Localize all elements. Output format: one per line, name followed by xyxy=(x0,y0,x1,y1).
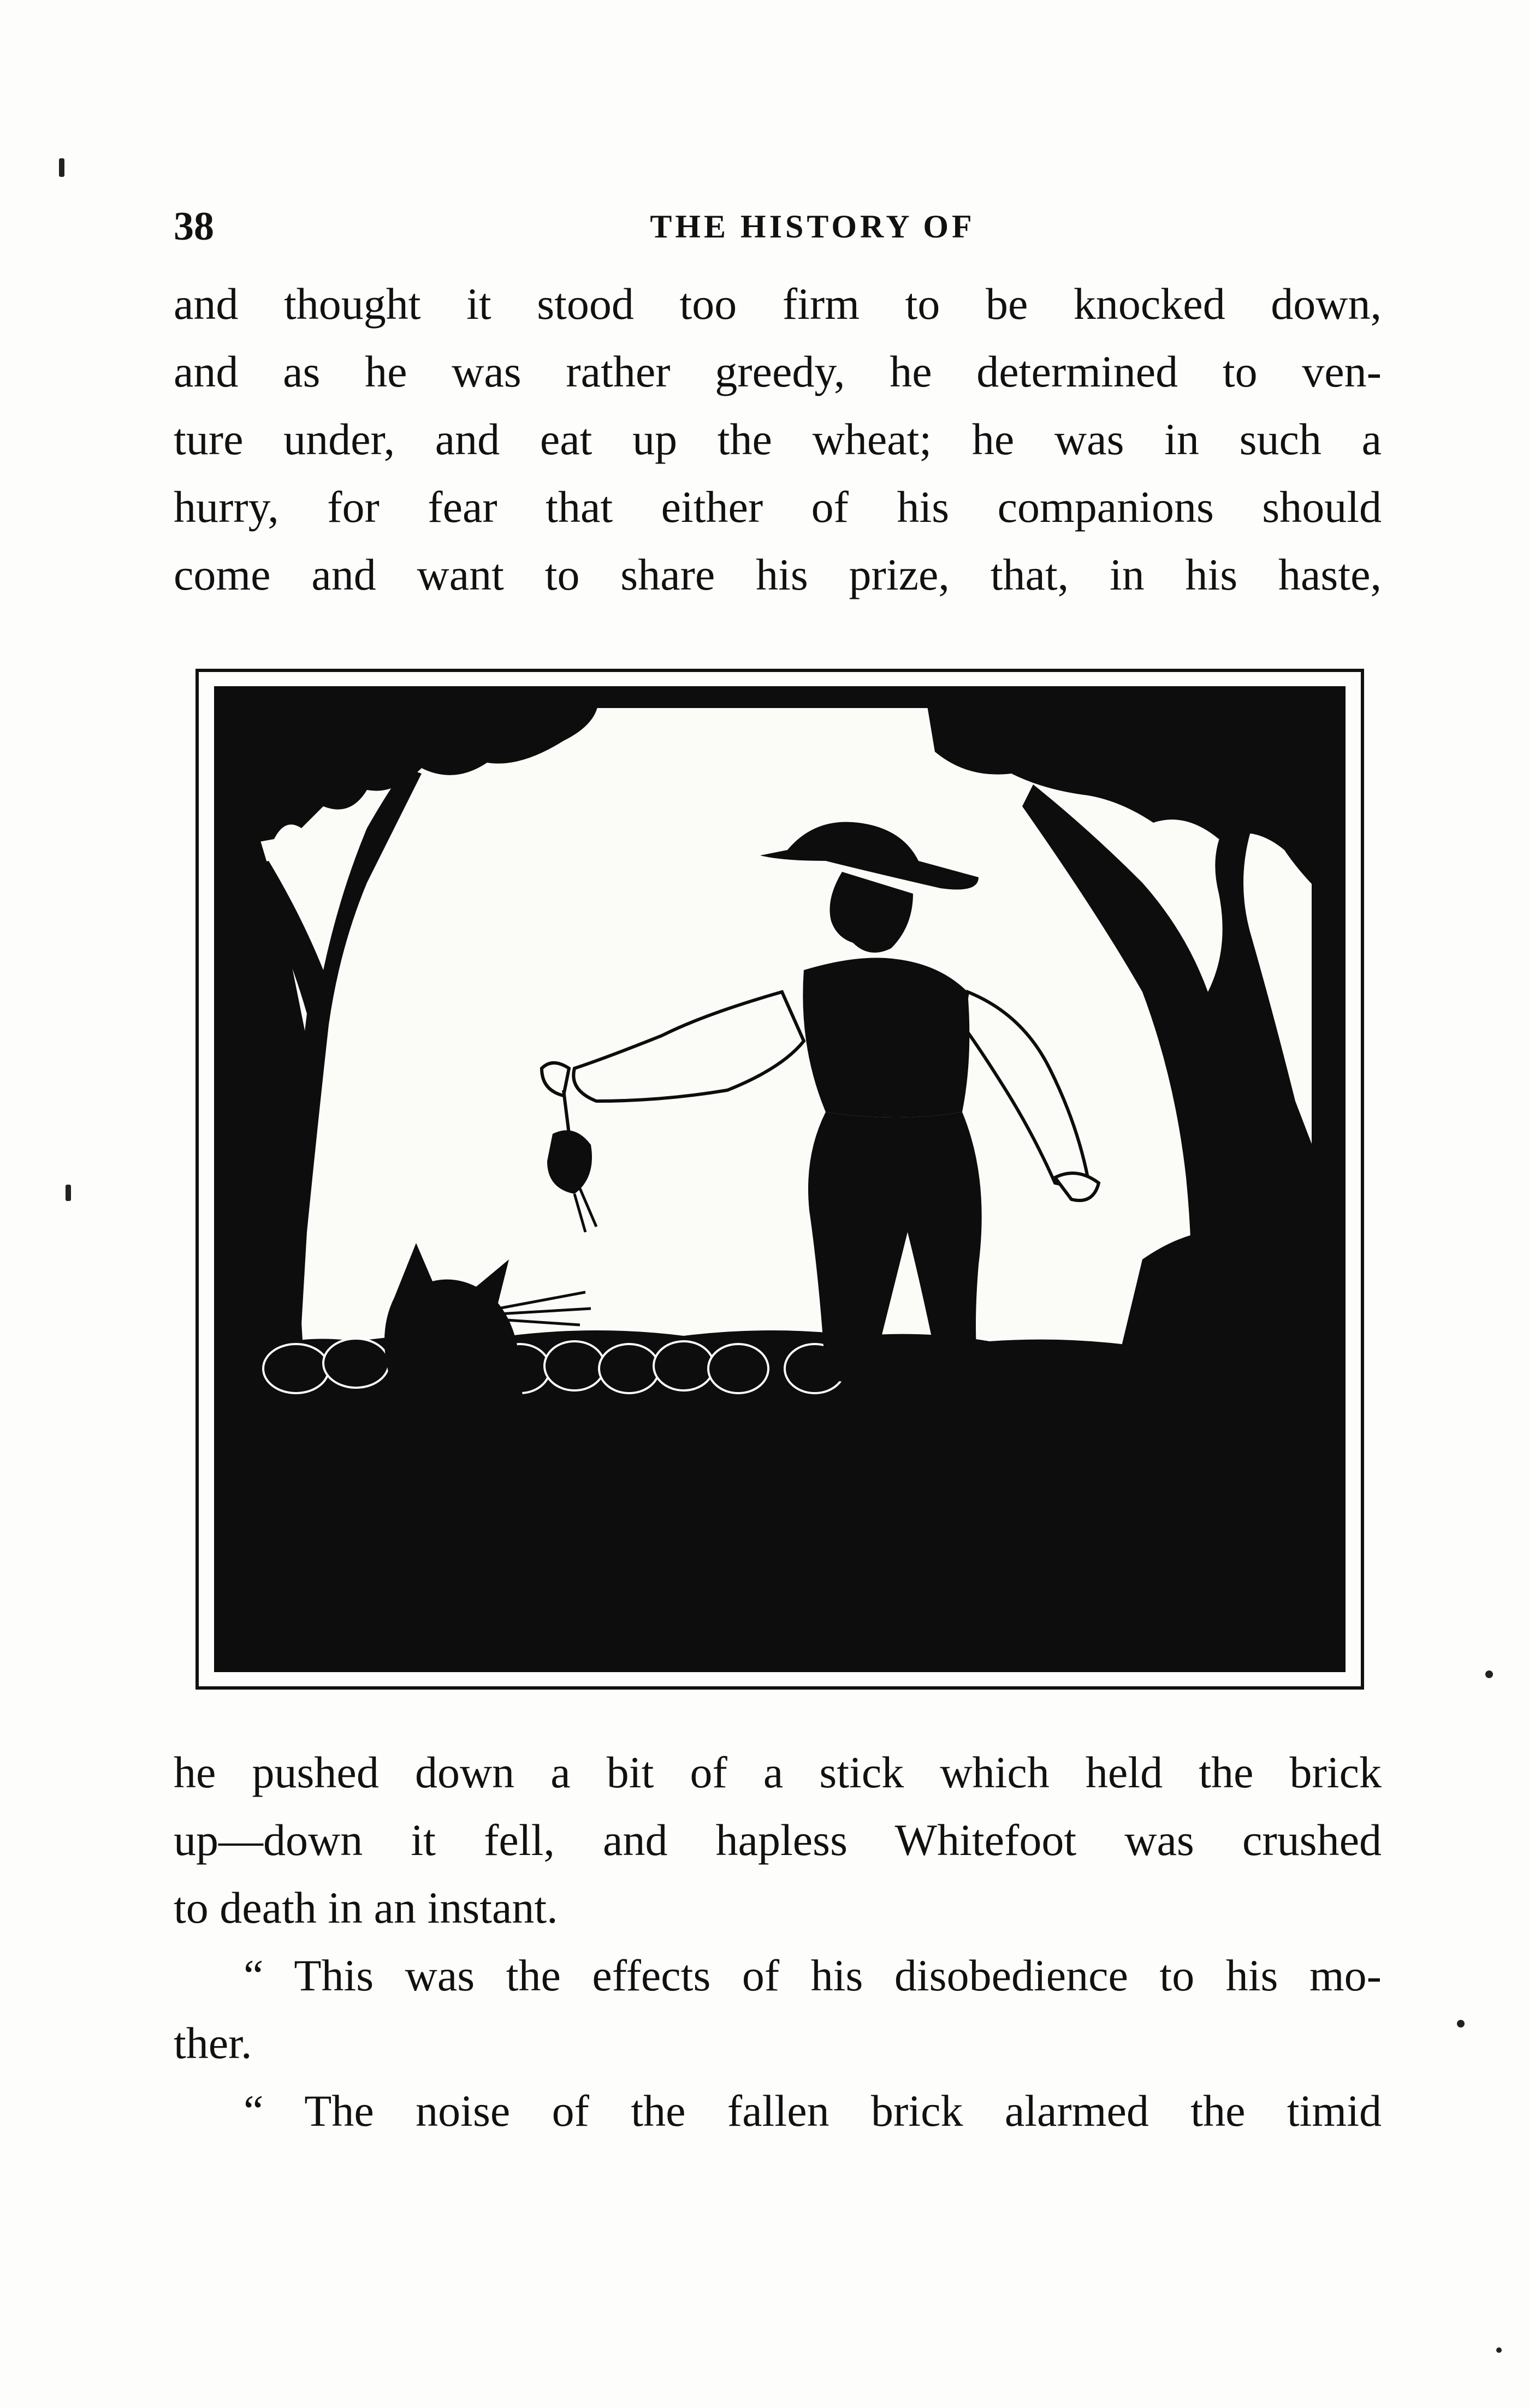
text-line: ther. xyxy=(174,2018,252,2068)
text-line: and as he was rather greedy, he determined to ven- xyxy=(174,347,1382,396)
paragraph-top xyxy=(174,270,1382,609)
text-line: come and want to share his prize, that, in his haste, xyxy=(174,550,1382,599)
text-line: to death in an instant. xyxy=(174,1883,558,1933)
scan-mark xyxy=(1485,1670,1493,1678)
text-line: he pushed down a bit of a stick which held the brick xyxy=(174,1747,1382,1797)
text-line: “ The noise of the fallen brick alarmed the timid xyxy=(244,2086,1382,2136)
text-line: “ This was the effects of his disobedience to his mo- xyxy=(244,1951,1382,2000)
scan-mark xyxy=(1496,2347,1502,2353)
text-line: up—down it fell, and hapless Whitefoot was crushed xyxy=(174,1815,1382,1865)
paragraph-bottom xyxy=(174,1739,1382,2145)
woodcut-scene xyxy=(214,686,1346,1672)
page-header xyxy=(174,202,1386,251)
scan-mark xyxy=(1457,2020,1465,2028)
text-line: and thought it stood too firm to be knocked down, xyxy=(174,279,1382,329)
running-head: THE HISTORY OF xyxy=(650,209,975,245)
text-line: hurry, for fear that either of his companions should xyxy=(174,482,1382,532)
page-number: 38 xyxy=(174,204,214,249)
text-line: ture under, and eat up the wheat; he was in such a xyxy=(174,414,1382,464)
scan-mark xyxy=(66,1185,71,1201)
woodcut-illustration xyxy=(195,669,1364,1690)
scan-mark xyxy=(59,158,64,177)
